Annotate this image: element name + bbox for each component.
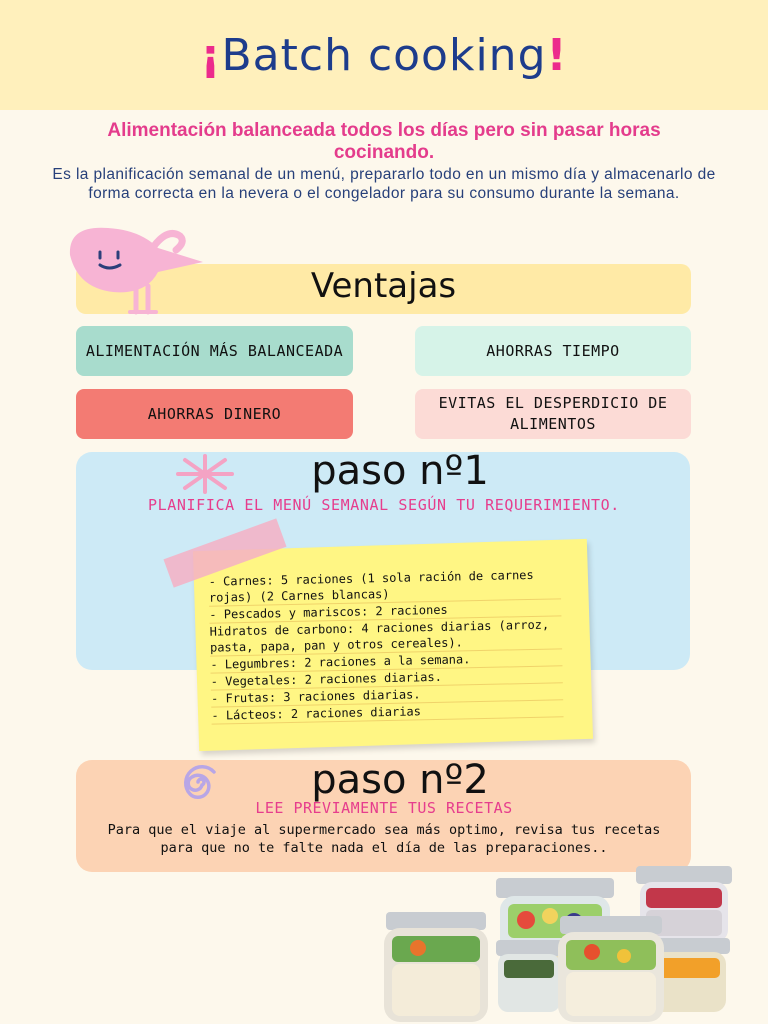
benefit-money: AHORRAS DINERO <box>76 389 353 439</box>
subtitle: Alimentación balanceada todos los días pero sin pasar horas cocinando. <box>107 120 661 163</box>
benefit-balanced: ALIMENTACIÓN MÁS BALANCEADA <box>76 326 353 376</box>
paso2-subtitle: LEE PREVIAMENTE TUS RECETAS <box>255 799 513 817</box>
intro-text: Es la planificación semanal de un menú, prepararlo todo en un mismo día y almacenarlo de forma correcta en la nevera o el congelador para su consumo durante la semana. <box>52 166 716 202</box>
exclamation-close: ! <box>546 30 568 81</box>
title-text: Batch cooking <box>221 30 547 81</box>
list-item: - Carnes: 5 raciones (1 sola ración de carnes rojas) (2 Carnes blancas) <box>208 566 561 606</box>
list-item: - Frutas: 3 raciones diarias. <box>211 683 563 707</box>
paso1-title: paso nº1 <box>311 448 489 494</box>
list-item: - Lácteos: 2 raciones diarias <box>211 700 563 724</box>
jar-image <box>384 912 488 1022</box>
list-item: - Legumbres: 2 raciones a la semana. <box>210 649 562 673</box>
ventajas-title: Ventajas <box>310 266 457 306</box>
paso2-title: paso nº2 <box>311 757 489 803</box>
benefit-waste: EVITAS EL DESPERDICIO DE ALIMENTOS <box>415 389 691 439</box>
paso2-text: Para que el viaje al supermercado sea más optimo, revisa tus recetas para que no te falte nada el día de las preparaciones.. <box>107 822 661 856</box>
paso1-subtitle: PLANIFICA EL MENÚ SEMANAL SEGÚN TU REQUERIMIENTO. <box>148 496 620 514</box>
list-item: - Pescados y mariscos: 2 raciones <box>209 599 561 623</box>
sparkle-icon <box>170 452 240 496</box>
spiral-icon <box>174 762 222 802</box>
list-item: - Vegetales: 2 raciones diarias. <box>211 666 563 690</box>
menu-list <box>208 566 563 724</box>
exclamation-open: ¡ <box>200 30 222 81</box>
benefit-time: AHORRAS TIEMPO <box>415 326 691 376</box>
food-jars-image <box>378 860 738 1024</box>
jar-image <box>558 916 664 1022</box>
jar-image <box>496 940 562 1012</box>
list-item: Hidratos de carbono: 4 raciones diarias (arroz, pasta, papa, pan y otros cereales). <box>210 616 563 656</box>
page-title <box>0 30 768 81</box>
